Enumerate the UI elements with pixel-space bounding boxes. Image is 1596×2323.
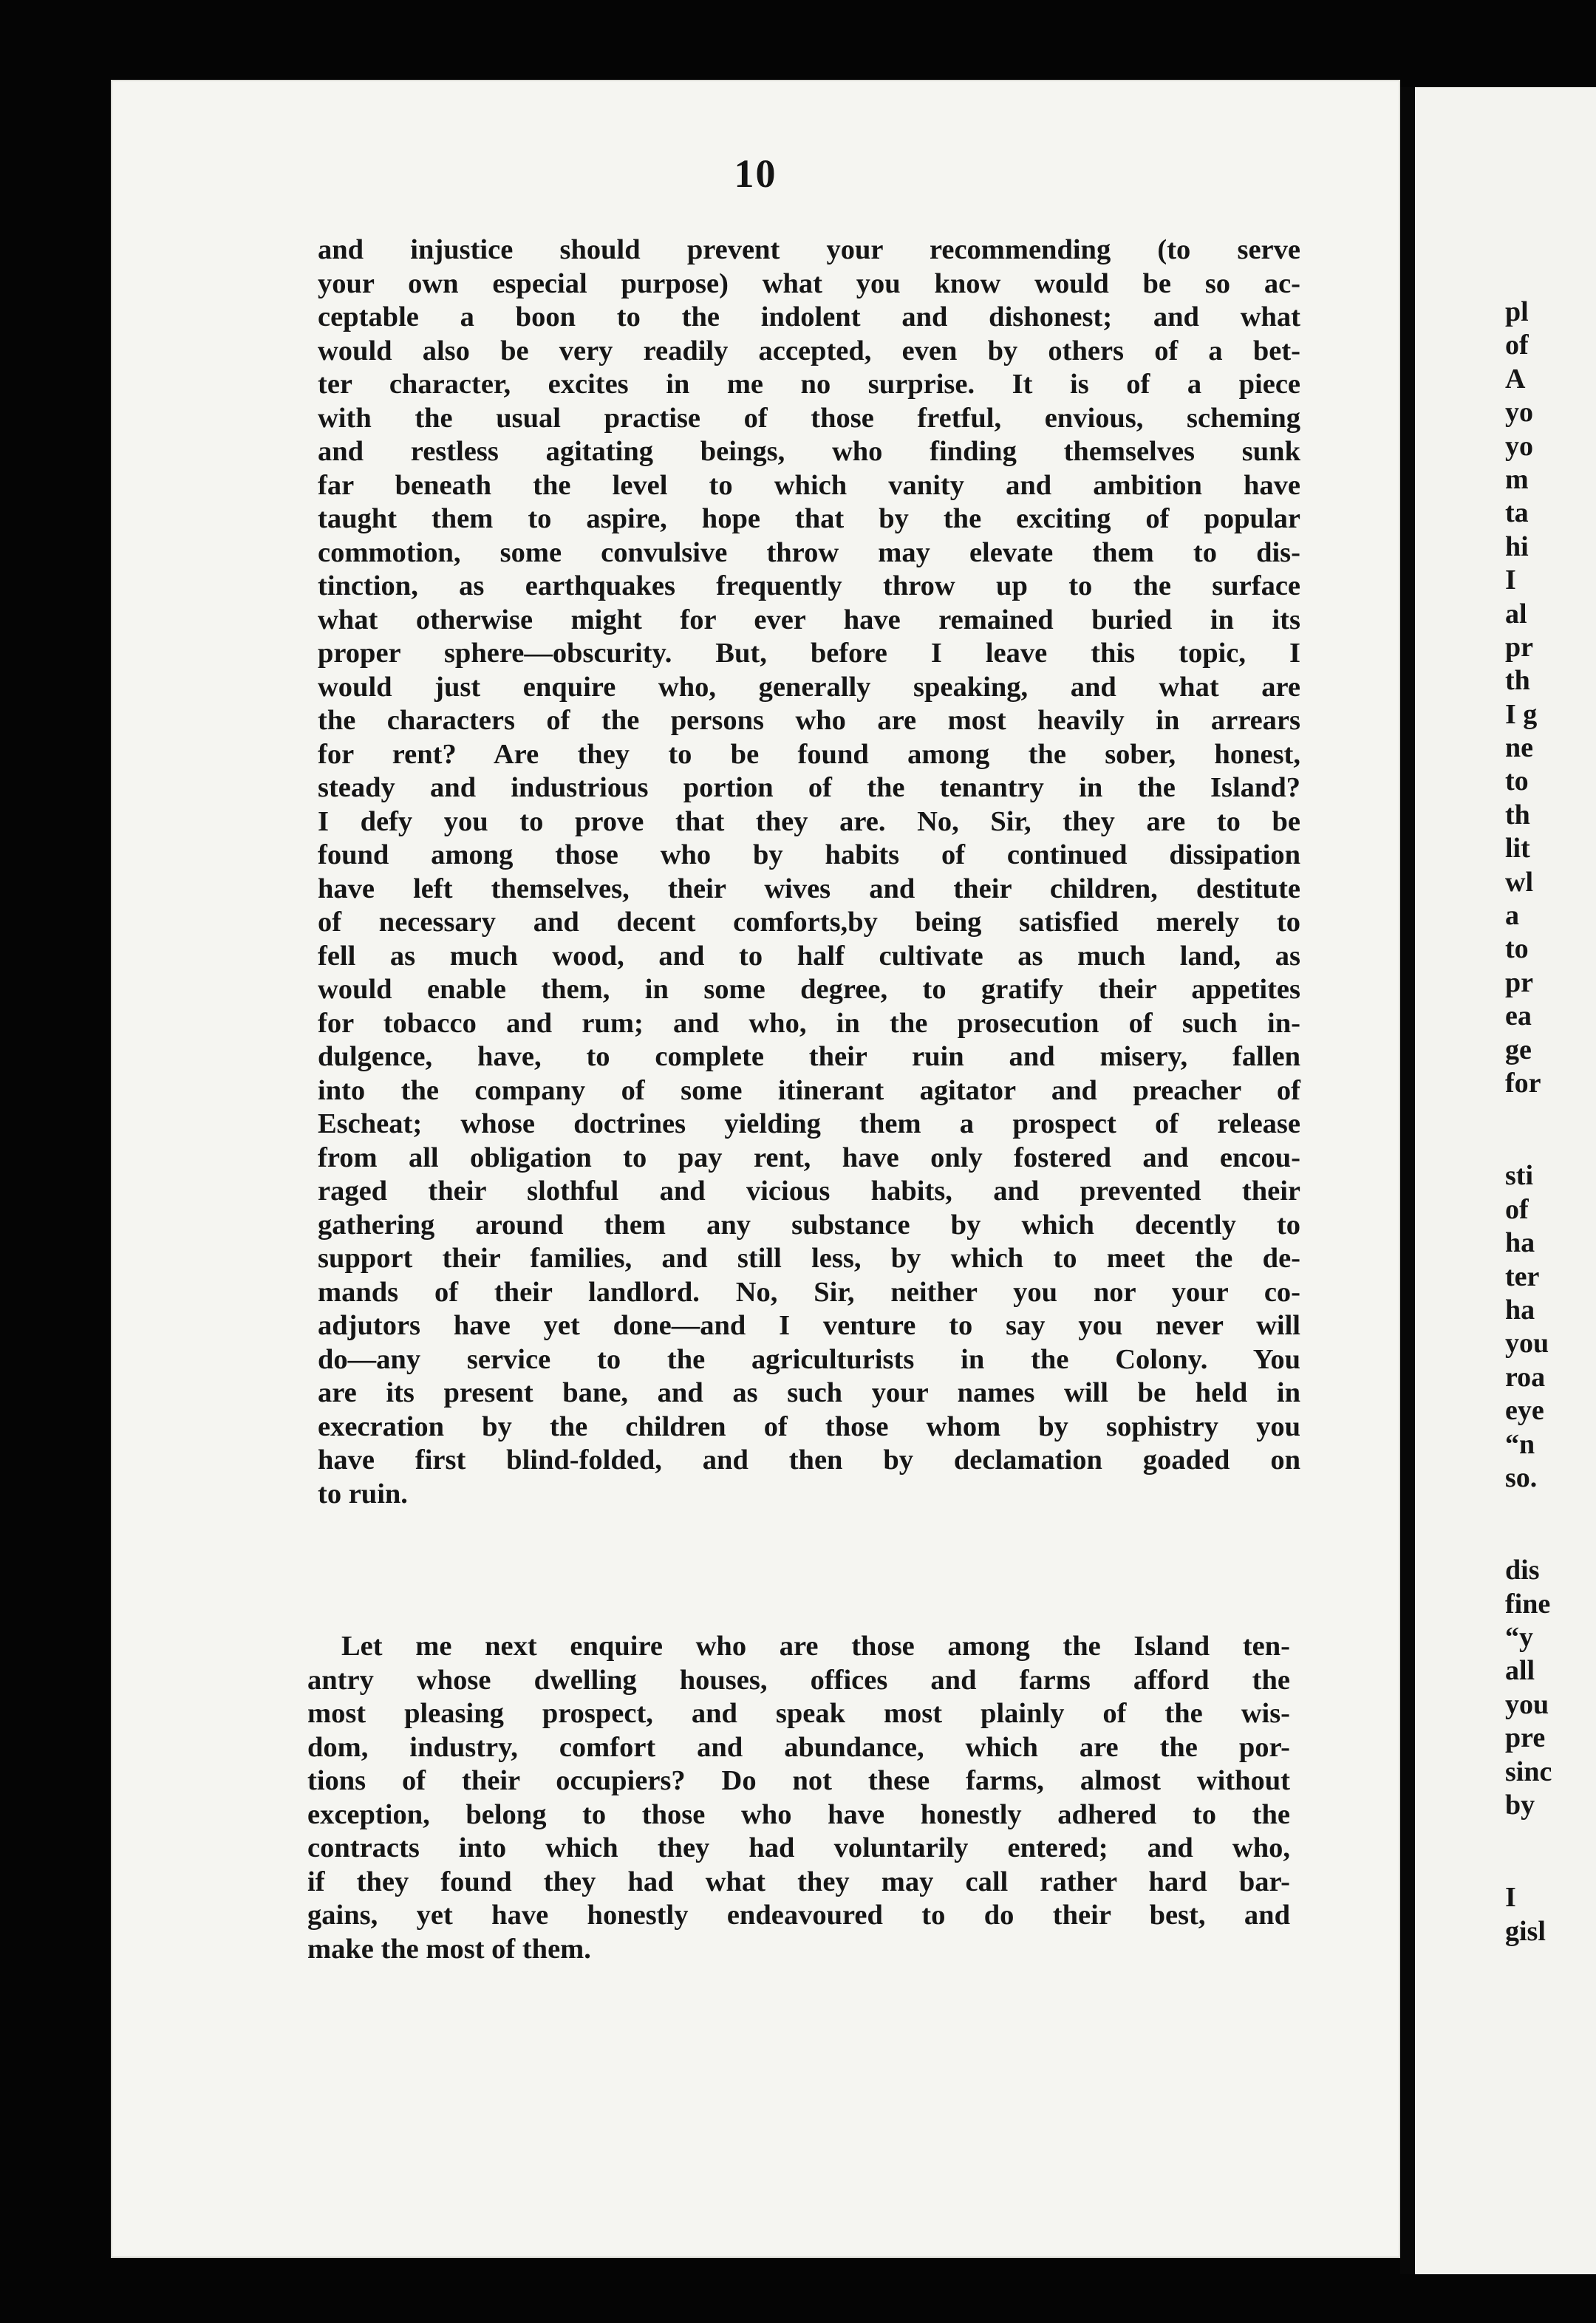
adjacent-text-fragment: of (1505, 1193, 1529, 1225)
text-line: what otherwise might for ever have remained buried in its (318, 604, 1300, 635)
adjacent-text-fragment: for (1505, 1067, 1541, 1099)
page-gutter (1400, 87, 1415, 2274)
adjacent-text-fragment: ta (1505, 497, 1529, 529)
text-line: are its present bane, and as such your names will be held in (318, 1377, 1300, 1408)
adjacent-text-fragment: ter (1505, 1261, 1540, 1292)
body-paragraph-2 (307, 1630, 1290, 1966)
adjacent-text-fragment: I (1505, 564, 1516, 596)
adjacent-text-fragment: wl (1505, 866, 1533, 898)
adjacent-page-fragment (1415, 87, 1596, 2274)
adjacent-text-fragment: sti (1505, 1160, 1533, 1192)
adjacent-text-fragment: roa (1505, 1361, 1546, 1393)
adjacent-text-fragment: A (1505, 363, 1526, 395)
text-line: do—any service to the agriculturists in the Colony. You (318, 1343, 1300, 1375)
text-line: and injustice should prevent your recommending (to serve (318, 234, 1300, 265)
adjacent-text-fragment: ea (1505, 1000, 1532, 1032)
text-line: most pleasing prospect, and speak most plainly of the wis- (307, 1698, 1290, 1729)
text-line: steady and industrious portion of the tenantry in the Island? (318, 772, 1300, 803)
text-line: have left themselves, their wives and their children, destitute (318, 873, 1300, 904)
page-number: 10 (734, 151, 777, 196)
adjacent-text-fragment: dis (1505, 1555, 1540, 1586)
body-paragraph-1 (318, 233, 1300, 1511)
text-line: Let me next enquire who are those among the Island ten- (341, 1631, 1290, 1662)
adjacent-text-fragment: of (1505, 330, 1529, 361)
text-line: taught them to aspire, hope that by the exciting of popular (318, 503, 1300, 534)
adjacent-text-fragment: yo (1505, 397, 1533, 429)
text-line: tinction, as earthquakes frequently throw up to the surface (318, 570, 1300, 601)
adjacent-text-fragment: yo (1505, 430, 1533, 462)
adjacent-text-fragment: to (1505, 765, 1529, 797)
text-line: fell as much wood, and to half cultivate as much land, as (318, 940, 1300, 972)
text-line: commotion, some convulsive throw may elevate them to dis- (318, 536, 1300, 568)
text-line: ceptable a boon to the indolent and dishonest; and what (318, 301, 1300, 332)
adjacent-text-fragment: fine (1505, 1588, 1551, 1620)
text-line: ter character, excites in me no surprise. It is of a piece (318, 369, 1300, 400)
text-line: adjutors have yet done—and I venture to say you never will (318, 1310, 1300, 1341)
adjacent-text-fragment: sinc (1505, 1756, 1552, 1787)
text-line: found among those who by habits of continued dissipation (318, 839, 1300, 870)
text-line: support their families, and still less, by which to meet the de- (318, 1243, 1300, 1274)
book-page (111, 80, 1400, 2258)
adjacent-text-fragment: to (1505, 933, 1529, 965)
adjacent-text-fragment: so. (1505, 1461, 1538, 1493)
adjacent-text-fragment: ge (1505, 1034, 1532, 1065)
adjacent-text-fragment: I g (1505, 698, 1538, 730)
text-line: the characters of the persons who are most heavily in arrears (318, 705, 1300, 736)
text-line: to ruin. (318, 1478, 408, 1510)
text-line: contracts into which they had voluntarily entered; and who, (307, 1832, 1290, 1863)
text-line: mands of their landlord. No, Sir, neither you nor your co- (318, 1276, 1300, 1308)
text-line: gains, yet have honestly endeavoured to do their best, and (307, 1900, 1290, 1931)
text-line: make the most of them. (307, 1933, 591, 1965)
adjacent-text-fragment: “n (1505, 1428, 1535, 1460)
adjacent-page-text (1419, 296, 1596, 1948)
adjacent-text-fragment: “y (1505, 1622, 1533, 1654)
text-line: with the usual practise of those fretful, envious, scheming (318, 402, 1300, 434)
adjacent-text-fragment: I (1505, 1882, 1516, 1914)
adjacent-text-fragment: eye (1505, 1395, 1544, 1427)
adjacent-text-fragment: th (1505, 665, 1530, 697)
text-line: gathering around them any substance by which decently to (318, 1209, 1300, 1241)
text-line: if they found they had what they may call rather hard bar- (307, 1866, 1290, 1897)
text-line: of necessary and decent comforts,by being satisfied merely to (318, 907, 1300, 938)
adjacent-text-fragment: pr (1505, 966, 1533, 998)
adjacent-text-fragment: pre (1505, 1722, 1546, 1754)
adjacent-text-fragment (1419, 1822, 1596, 1881)
adjacent-text-fragment: th (1505, 799, 1530, 830)
text-line: tions of their occupiers? Do not these farms, almost without (307, 1765, 1290, 1796)
adjacent-text-fragment: ha (1505, 1227, 1535, 1259)
adjacent-text-fragment: hi (1505, 531, 1529, 562)
text-line: exception, belong to those who have honestly adhered to the (307, 1798, 1290, 1830)
adjacent-text-fragment (1419, 1495, 1596, 1554)
text-line: from all obligation to pay rent, have only fostered and encou- (318, 1142, 1300, 1173)
adjacent-text-fragment: you (1505, 1328, 1549, 1360)
text-line: execration by the children of those whom by sophistry you (318, 1410, 1300, 1442)
text-line: Escheat; whose doctrines yielding them a prospect of release (318, 1108, 1300, 1139)
text-line: proper sphere—obscurity. But, before I leave this topic, I (318, 638, 1300, 669)
adjacent-text-fragment: ne (1505, 732, 1533, 764)
adjacent-text-fragment: al (1505, 598, 1527, 630)
text-line: for rent? Are they to be found among the sober, honest, (318, 738, 1300, 770)
adjacent-text-fragment: gisl (1505, 1915, 1546, 1947)
adjacent-text-fragment: you (1505, 1688, 1549, 1720)
adjacent-text-fragment: by (1505, 1790, 1535, 1821)
text-line: have first blind-folded, and then by declamation goaded on (318, 1444, 1300, 1476)
text-line: your own especial purpose) what you know would be so ac- (318, 267, 1300, 299)
adjacent-text-fragment: pl (1505, 296, 1529, 327)
adjacent-text-fragment: lit (1505, 833, 1530, 864)
text-line: for tobacco and rum; and who, in the prosecution of such in- (318, 1007, 1300, 1039)
text-line: into the company of some itinerant agitator and preacher of (318, 1074, 1300, 1106)
adjacent-text-fragment: a (1505, 900, 1519, 932)
text-line: would enable them, in some degree, to gratify their appetites (318, 974, 1300, 1005)
text-line: far beneath the level to which vanity and ambition have (318, 469, 1300, 501)
text-line: raged their slothful and vicious habits, and prevented their (318, 1176, 1300, 1207)
text-line: I defy you to prove that they are. No, Sir, they are to be (318, 805, 1300, 837)
text-line: would just enquire who, generally speaking, and what are (318, 671, 1300, 703)
adjacent-text-fragment: ha (1505, 1294, 1535, 1326)
adjacent-text-fragment: pr (1505, 631, 1533, 663)
text-line: would also be very readily accepted, even by others of a bet- (318, 335, 1300, 366)
adjacent-text-fragment: m (1505, 463, 1529, 495)
adjacent-text-fragment (1419, 1100, 1596, 1159)
text-line: antry whose dwelling houses, offices and farms afford the (307, 1664, 1290, 1696)
adjacent-text-fragment: all (1505, 1655, 1535, 1687)
text-line: dom, industry, comfort and abundance, which are the por- (307, 1731, 1290, 1763)
text-line: and restless agitating beings, who finding themselves sunk (318, 436, 1300, 467)
text-line: dulgence, have, to complete their ruin and misery, fallen (318, 1041, 1300, 1072)
